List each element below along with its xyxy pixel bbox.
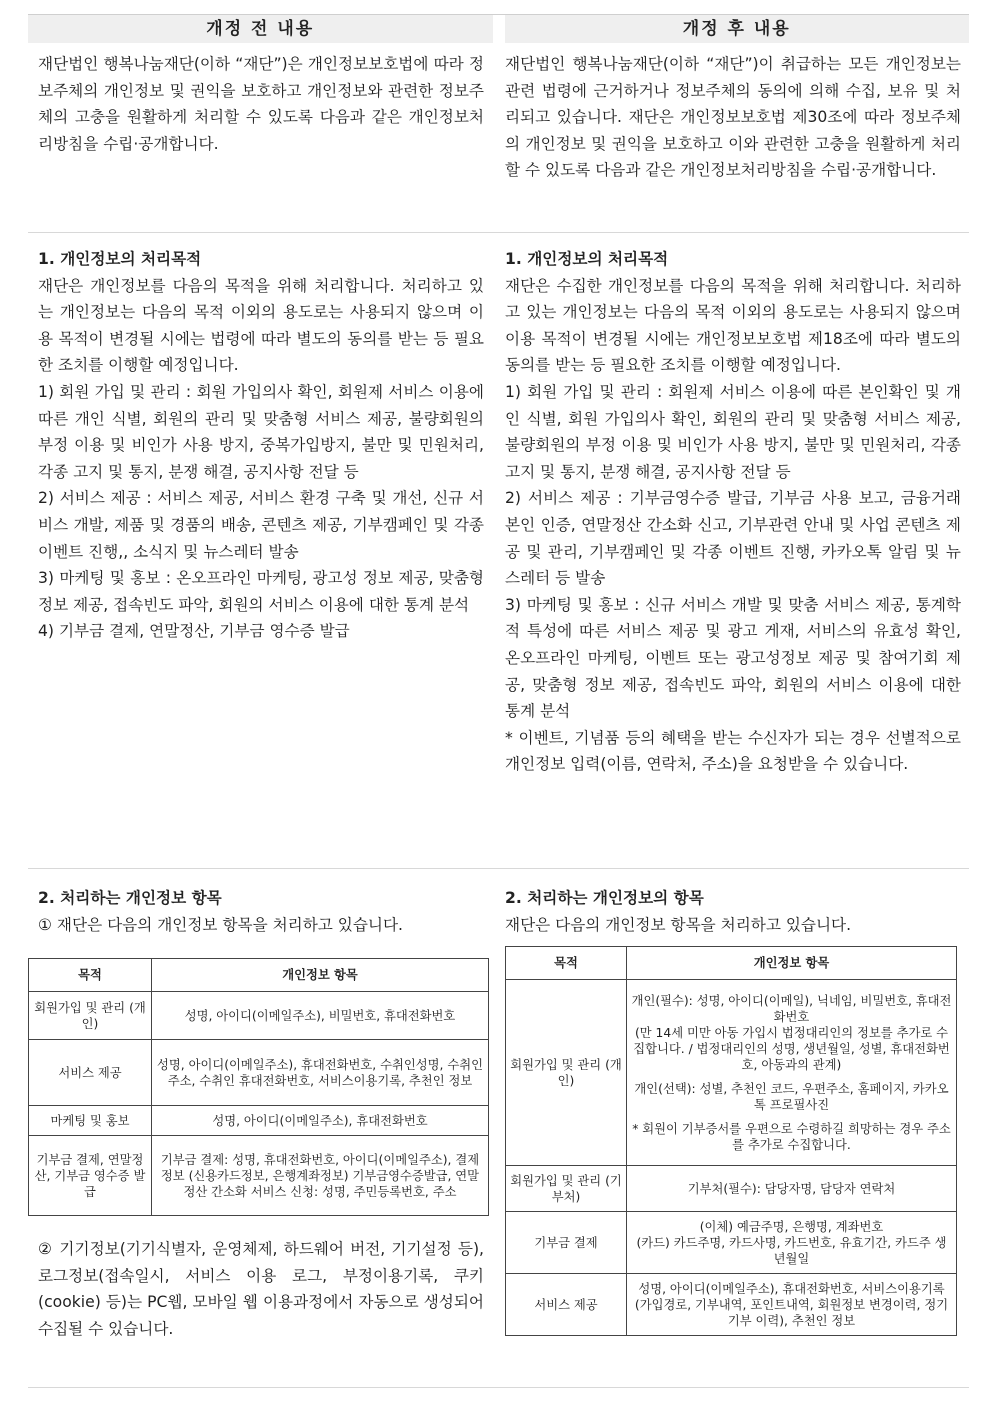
section2-row [28, 869, 969, 1388]
list-item: 3) 마케팅 및 홍보 : 온오프라인 마케팅, 광고성 정보 제공, 맞춤형 정보 제공, 접속빈도 파악, 회원의 서비스 이용에 대한 통계 분석 [38, 569, 484, 614]
table-cell: 성명, 아이디(이메일주소), 휴대전화번호, 서비스이용기록(가입경로, 기부내역, 포인트내역, 회원정보 변경이력, 정기기부 이력), 추천인 정보 [627, 1274, 957, 1336]
col-header-items: 개인정보 항목 [627, 947, 957, 980]
cell-line: 개인(선택): 성별, 추천인 코드, 우편주소, 홈페이지, 카카오톡 프로필사진 [634, 1081, 949, 1112]
intro-after-text: 재단법인 행복나눔재단(이하 “재단”)이 취급하는 모든 개인정보는 관련 법령에 근거하거나 정보주체의 동의에 의해 수집, 보유 및 처리되고 있습니다. 재단은 개인정보보호법 제30조에 따라 정보주체의 개인정보 및 권익을 보호하고 이와 관련한 고충을 원활하게 처리할 수 있도록 다음과 같은 개인정보처리방침을 수립·공개합니다. [505, 55, 961, 180]
section1-after-intro: 재단은 수집한 개인정보를 다음의 목적을 위해 처리합니다. 처리하고 있는 개인정보는 다음의 목적 이외의 용도로는 사용되지 않으며 이용 목적이 변경될 시에는 개인정보보호법 제18조에 따라 별도의 동의를 받는 등 필요한 조치를 이행할 예정입니다. [505, 276, 961, 375]
intro-before [28, 43, 492, 232]
table-cell: 마케팅 및 홍보 [29, 1106, 152, 1136]
before-items-table [28, 958, 489, 1216]
table-cell [627, 980, 957, 1166]
table-row [506, 980, 957, 1166]
list-item: 3) 마케팅 및 홍보 : 신규 서비스 개발 및 맞춤 서비스 제공, 통계학적 특성에 따른 서비스 제공 및 광고 게재, 서비스의 유효성 확인, 온오프라인 마케팅, 이벤트 또는 광고성정보 제공 및 참여기회 제공, 맞춤형 정보 제공, 접속빈도 파악, 회원의 서비스 이용에 대한 통계 분석 [505, 595, 961, 721]
section2-before-intro: ① 재단은 다음의 개인정보 항목을 처리하고 있습니다. [38, 915, 404, 934]
cell-line: (만 14세 미만 아동 가입시 법정대리인의 정보를 추가로 수집합니다. / 법정대리인의 성명, 생년월일, 성별, 휴대전화번호, 아동과의 관계) [633, 1025, 950, 1072]
section2-before-note: ② 기기정보(기기식별자, 운영체제, 하드웨어 버전, 기기설정 등), 로그정보(접속일시, 서비스 이용 로그, 부정이용기록, 쿠키(cookie) 등)는 PC웹, 모바일 웹 이용과정에서 자동으로 생성되어 수집될 수 있습니다. [38, 1240, 484, 1338]
table-cell: 회원가입 및 관리 (기부처) [506, 1166, 627, 1212]
section2-before-title: 2. 처리하는 개인정보 항목 [38, 889, 222, 907]
list-item: 4) 기부금 결제, 연말정산, 기부금 영수증 발급 [38, 622, 350, 641]
table-cell: 기부금 결제, 연말정산, 기부금 영수증 발급 [29, 1136, 152, 1216]
table-cell: 성명, 아이디(이메일주소), 휴대전화번호, 수취인성명, 수취인 주소, 수취인 휴대전화번호, 서비스이용기록, 추천인 정보 [152, 1040, 489, 1106]
table-cell: 서비스 제공 [29, 1040, 152, 1106]
table-cell: 서비스 제공 [506, 1274, 627, 1336]
section2-after [505, 877, 969, 1387]
table-cell: 회원가입 및 관리 (개인) [506, 980, 627, 1166]
section2-before [28, 877, 492, 1387]
table-cell: 성명, 아이디(이메일주소), 휴대전화번호 [152, 1106, 489, 1136]
section1-after-title: 1. 개인정보의 처리목적 [505, 250, 669, 268]
cell-line: * 회원이 기부증서를 우편으로 수령하길 희망하는 경우 주소를 추가로 수집합니다. [632, 1121, 951, 1152]
table-row [29, 1106, 489, 1136]
table-row [506, 1274, 957, 1336]
cell-line: 개인(필수): 성명, 아이디(이메일), 닉네임, 비밀번호, 휴대전화번호 [631, 993, 952, 1024]
cell-line: (이체) 예금주명, 은행명, 계좌번호 [699, 1219, 884, 1234]
comparison-header [28, 14, 969, 43]
list-item: 1) 회원 가입 및 관리 : 회원제 서비스 이용에 따른 본인확인 및 개인 식별, 회원 가입의사 확인, 회원의 관리 및 맞춤형 서비스 제공, 불량회원의 부정 이용 및 비인가 사용 방지, 불만 및 민원처리, 각종 고지 및 통지, 분쟁 해결, 공지사항 전달 등 [505, 382, 961, 481]
section1-before-title: 1. 개인정보의 처리목적 [38, 250, 202, 268]
section1-row [28, 233, 969, 869]
table-cell [627, 1212, 957, 1274]
table-cell: 기부금 결제: 성명, 휴대전화번호, 아이디(이메일주소), 결제정보 (신용카드정보, 은행계좌정보) 기부금영수증발급, 연말정산 간소화 서비스 신청: 성명, 주민등록번호, 주소 [152, 1136, 489, 1216]
table-cell: 성명, 아이디(이메일주소), 비밀번호, 휴대전화번호 [152, 992, 489, 1040]
table-row [506, 1212, 957, 1274]
table-header-row [29, 959, 489, 992]
table-header-row [506, 947, 957, 980]
intro-row [28, 43, 969, 233]
section1-before [28, 238, 492, 868]
table-row [29, 1040, 489, 1106]
header-before: 개정 전 내용 [28, 15, 493, 43]
cell-line: (카드) 카드주명, 카드사명, 카드번호, 유효기간, 카드주 생년월일 [636, 1235, 947, 1266]
table-row [29, 1136, 489, 1216]
list-item: 2) 서비스 제공 : 서비스 제공, 서비스 환경 구축 및 개선, 신규 서비스 개발, 제품 및 경품의 배송, 콘텐츠 제공, 기부캠페인 및 각종 이벤트 진행,, 소식지 및 뉴스레터 발송 [38, 489, 484, 561]
table-row [506, 1166, 957, 1212]
after-items-table [505, 946, 957, 1336]
table-row [29, 992, 489, 1040]
col-header-purpose: 목적 [29, 959, 152, 992]
intro-after [505, 43, 969, 232]
list-item: 1) 회원 가입 및 관리 : 회원 가입의사 확인, 회원제 서비스 이용에 따른 개인 식별, 회원의 관리 및 맞춤형 서비스 제공, 불량회원의 부정 이용 및 비인가 사용 방지, 중복가입방지, 불만 및 민원처리, 각종 고지 및 통지, 분쟁 해결, 공지사항 전달 등 [38, 382, 484, 481]
section2-after-title: 2. 처리하는 개인정보의 항목 [505, 889, 704, 907]
intro-before-text: 재단법인 행복나눔재단(이하 “재단”)은 개인정보보호법에 따라 정보주체의 개인정보 및 권익을 보호하고 개인정보와 관련한 정보주체의 고충을 원활하게 처리할 수 있도록 다음과 같은 개인정보처리방침을 수립·공개합니다. [38, 55, 484, 153]
col-header-purpose: 목적 [506, 947, 627, 980]
policy-comparison [28, 14, 969, 1388]
section1-after [505, 238, 969, 868]
header-after: 개정 후 내용 [505, 15, 970, 43]
list-item: 2) 서비스 제공 : 기부금영수증 발급, 기부금 사용 보고, 금융거래 본인 인증, 연말정산 간소화 신고, 기부관련 안내 및 사업 콘텐츠 제공 및 관리, 기부캠페인 및 각종 이벤트 진행, 카카오톡 알림 및 뉴스레터 등 발송 [505, 489, 961, 588]
table-cell: 회원가입 및 관리 (개인) [29, 992, 152, 1040]
list-item: * 이벤트, 기념품 등의 혜택을 받는 수신자가 되는 경우 선별적으로 개인정보 입력(이름, 연락처, 주소)을 요청받을 수 있습니다. [505, 728, 961, 774]
col-header-items: 개인정보 항목 [152, 959, 489, 992]
table-cell: 기부처(필수): 담당자명, 담당자 연락처 [627, 1166, 957, 1212]
table-cell: 기부금 결제 [506, 1212, 627, 1274]
section2-after-intro: 재단은 다음의 개인정보 항목을 처리하고 있습니다. [505, 915, 852, 934]
section1-before-intro: 재단은 개인정보를 다음의 목적을 위해 처리합니다. 처리하고 있는 개인정보는 다음의 목적 이외의 용도로는 사용되지 않으며 이용 목적이 변경될 시에는 법령에 따라 별도의 동의를 받는 등 필요한 조치를 이행할 예정입니다. [38, 276, 484, 375]
